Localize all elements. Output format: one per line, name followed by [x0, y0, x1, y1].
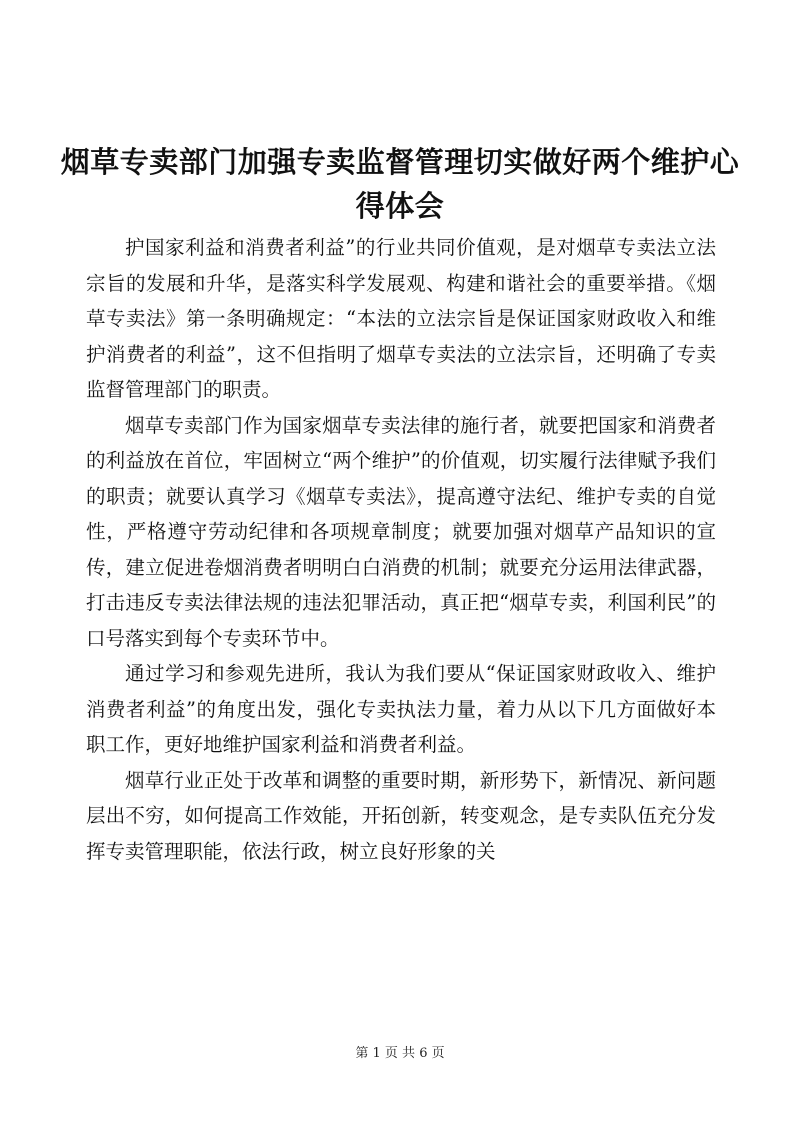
- document-title: 烟草专卖部门加强专卖监督管理切实做好两个维护心得体会: [60, 145, 740, 223]
- page-number-label: 第 1 页 共 6 页: [355, 1046, 445, 1061]
- document-body: [86, 230, 716, 869]
- page-footer: [0, 1044, 800, 1064]
- paragraph-1: 护国家利益和消费者利益”的行业共同价值观，是对烟草专卖法立法宗旨的发展和升华，是落实科学发展观、构建和谐社会的重要举措。《烟草专卖法》第一条明确规定：“本法的立法宗旨是保证国家财政收入和维护消费者的利益”，这不但指明了烟草专卖法的立法宗旨，还明确了专卖监督管理部门的职责。: [86, 236, 716, 401]
- paragraph-2: 烟草专卖部门作为国家烟草专卖法律的施行者，就要把国家和消费者的利益放在首位，牢固树立“两个维护”的价值观，切实履行法律赋予我们的职责；就要认真学习《烟草专卖法》，提高遵守法纪、维护专卖的自觉性，严格遵守劳动纪律和各项规章制度；就要加强对烟草产品知识的宣传，建立促进卷烟消费者明明白白消费的机制；就要充分运用法律武器，打击违反专卖法律法规的违法犯罪活动，真正把“烟草专卖，利国利民”的口号落实到每个专卖环节中。: [86, 413, 716, 650]
- paragraph-3: 通过学习和参观先进所，我认为我们要从“保证国家财政收入、维护消费者利益”的角度出发，强化专卖执法力量，着力从以下几方面做好本职工作，更好地维护国家利益和消费者利益。: [86, 662, 716, 756]
- paragraph-4: 烟草行业正处于改革和调整的重要时期，新形势下，新情况、新问题层出不穷，如何提高工作效能，开拓创新，转变观念，是专卖队伍充分发挥专卖管理职能，依法行政，树立良好形象的关: [86, 768, 716, 863]
